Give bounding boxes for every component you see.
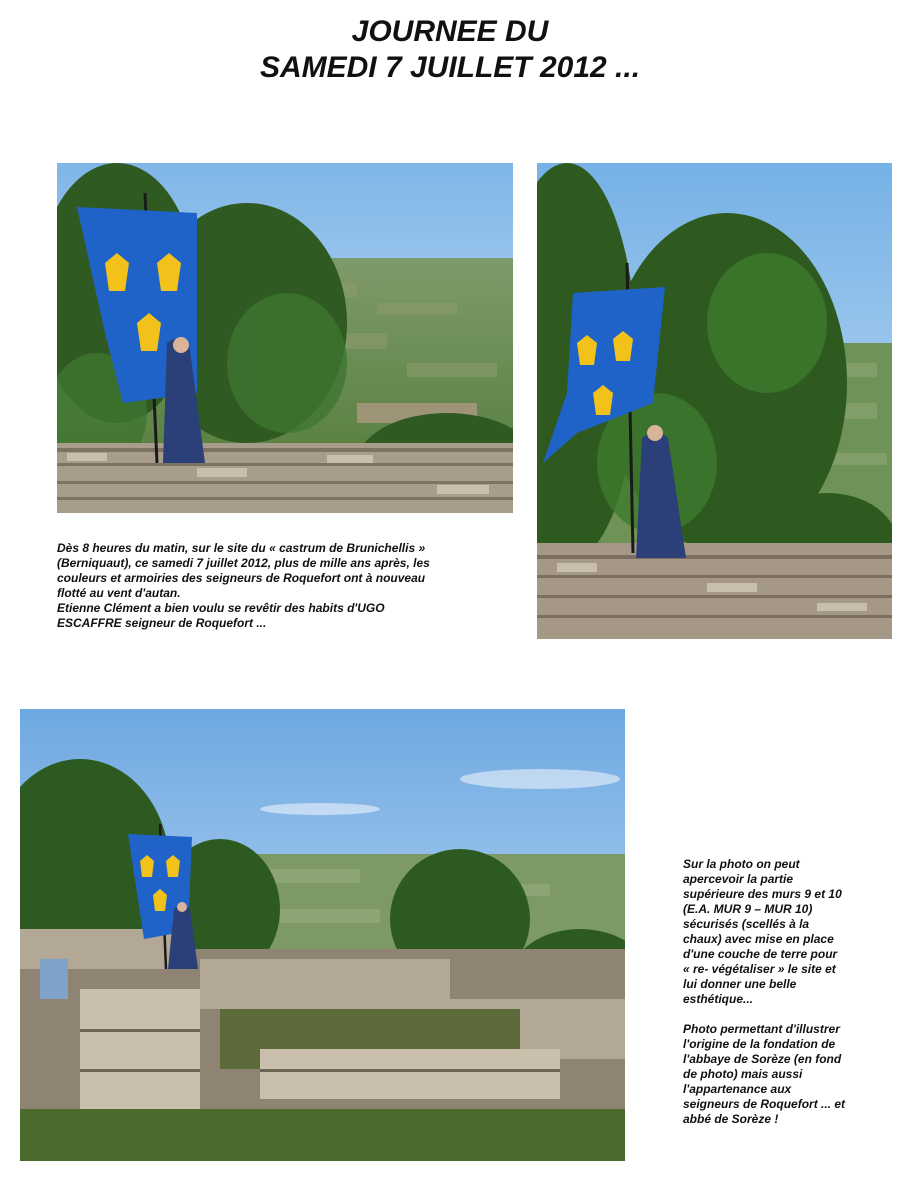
caption1-line: Etienne Clément a bien voulu se revêtir des habits d'UGO [57,601,385,615]
photo-banner-ruins-2 [537,163,892,639]
caption1-line: Dès 8 heures du matin, sur le site du « castrum de Brunichellis » [57,541,426,555]
caption2-line: d'une couche de terre pour [683,947,838,961]
caption2-line: l'origine de la fondation de [683,1037,836,1051]
caption1-line: flotté au vent d'autan. [57,586,181,600]
photo-banner-ruins-1 [57,163,513,513]
caption2-line: sécurisés (scellés à la [683,917,810,931]
caption2-line: l'abbaye de Sorèze (en fond [683,1052,842,1066]
page-title [0,14,900,86]
caption2-line: l'appartenance aux [683,1082,792,1096]
title-line-2: SAMEDI 7 JUILLET 2012 ... [259,51,641,84]
caption1-line: (Berniquaut), ce samedi 7 juillet 2012, plus de mille ans après, les [57,556,430,570]
caption-ruins-banner [57,541,517,631]
caption2-line: Sur la photo on peut [683,857,800,871]
photo-ruins-wide-view [20,709,625,1161]
caption2-line: lui donner une belle [683,977,797,991]
caption2-line: (E.A. MUR 9 – MUR 10) [683,902,813,916]
caption1-line: couleurs et armoiries des seigneurs de Roquefort ont à nouveau [57,571,426,585]
caption2-line: abbé de Sorèze ! [683,1112,779,1126]
caption2-line: apercevoir la partie [683,872,794,886]
caption2-line: de photo) mais aussi [683,1067,803,1081]
caption2-line: chaux) avec mise en place [683,932,834,946]
caption1-line: ESCAFFRE seigneur de Roquefort ... [57,616,267,630]
title-line-1: JOURNEE DU [351,15,549,48]
caption2-line: « re- végétaliser » le site et [683,962,836,976]
caption2-line: seigneurs de Roquefort ... et [683,1097,846,1111]
caption-walls-soreze [683,857,883,1127]
caption2-line: supérieure des murs 9 et 10 [683,887,842,901]
caption2-line: Photo permettant d'illustrer [683,1022,840,1036]
caption2-line: esthétique... [683,992,754,1006]
paragraph-gap [683,1007,883,1022]
